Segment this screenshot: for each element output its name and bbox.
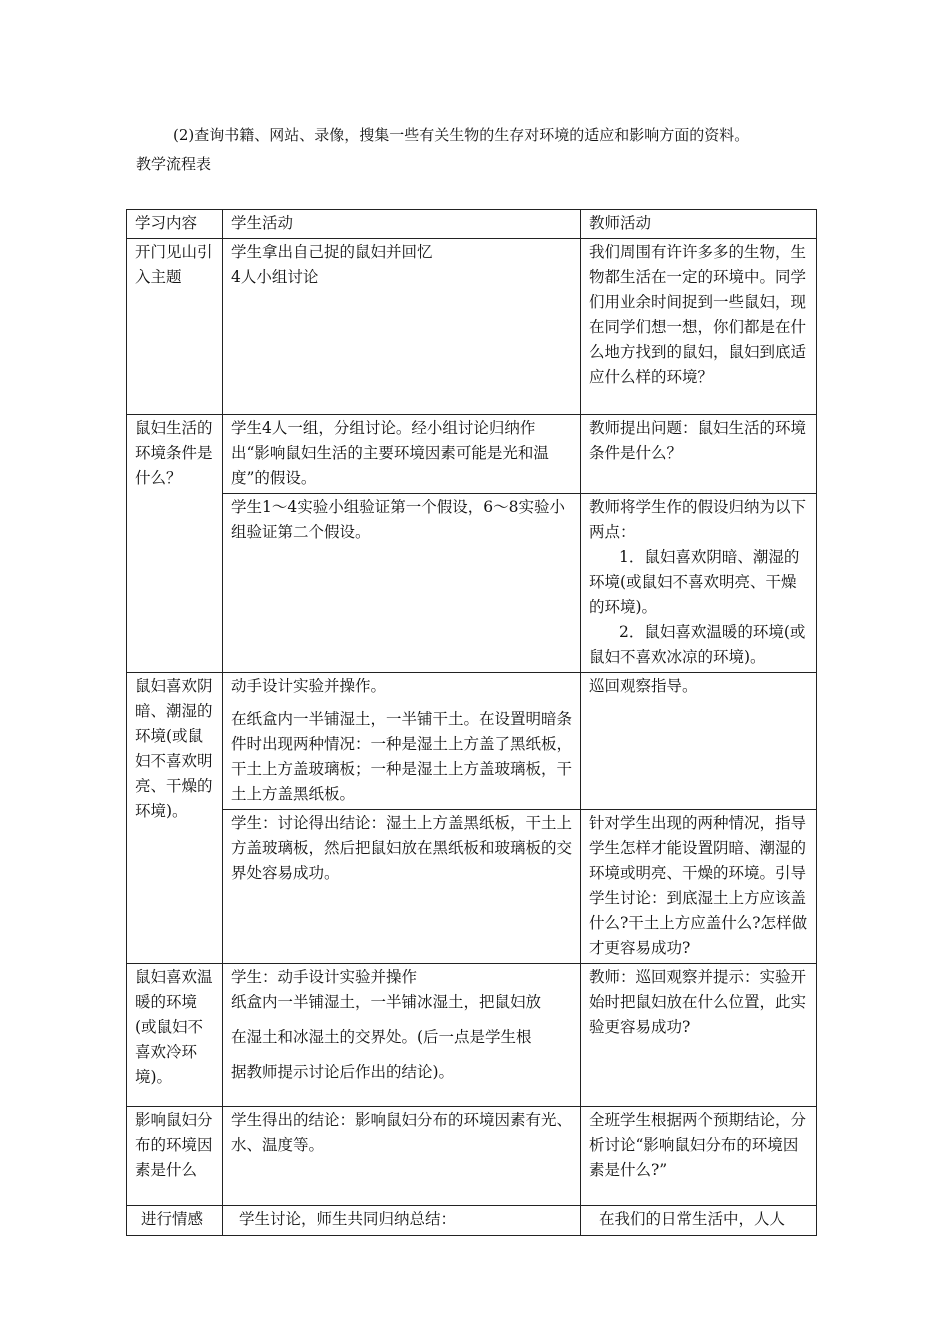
cell-student bbox=[223, 239, 581, 415]
cell-teacher: 巡回观察指导。 bbox=[581, 673, 817, 810]
cell-text: 动手设计实验并操作。 bbox=[231, 677, 387, 695]
cell-student bbox=[223, 964, 581, 1107]
cell-student bbox=[223, 673, 581, 810]
table-row bbox=[127, 494, 817, 673]
cell-content: 影响鼠妇分布的环境因素是什么 bbox=[127, 1107, 223, 1206]
cell-text: 学生：动手设计实验并操作 bbox=[231, 968, 418, 986]
cell-content: 开门见山引入主题 bbox=[127, 239, 223, 415]
cell-text: 4人小组讨论 bbox=[231, 268, 319, 286]
header-student: 学生活动 bbox=[223, 210, 581, 239]
table-row bbox=[127, 964, 817, 1107]
cell-student: 学生1～4实验小组验证第一个假设，6～8实验小组验证第二个假设。 bbox=[223, 494, 581, 673]
cell-text: 2．鼠妇喜欢温暖的环境(或鼠妇不喜欢冰凉的环境)。 bbox=[589, 623, 806, 666]
cell-student: 学生：讨论得出结论：湿土上方盖黑纸板，干土上方盖玻璃板，然后把鼠妇放在黑纸板和玻璃板的交界处容易成功。 bbox=[223, 810, 581, 964]
cell-text: 教师将学生作的假设归纳为以下两点： bbox=[589, 498, 807, 541]
teaching-flow-table bbox=[126, 209, 817, 1236]
table-header-row bbox=[127, 210, 817, 239]
intro-paragraph: (2)查询书籍、网站、录像，搜集一些有关生物的生存对环境的适应和影响方面的资料。 bbox=[173, 126, 750, 144]
header-teacher: 教师活动 bbox=[581, 210, 817, 239]
table-row bbox=[127, 239, 817, 415]
table-row bbox=[127, 810, 817, 964]
cell-teacher: 全班学生根据两个预期结论，分析讨论“影响鼠妇分布的环境因素是什么?” bbox=[581, 1107, 817, 1206]
header-content: 学习内容 bbox=[127, 210, 223, 239]
cell-student: 学生讨论，师生共同归纳总结： bbox=[223, 1206, 581, 1236]
cell-student: 学生4人一组，分组讨论。经小组讨论归纳作出“影响鼠妇生活的主要环境因素可能是光和温度”的假设。 bbox=[223, 415, 581, 494]
cell-teacher: 教师提出问题：鼠妇生活的环境条件是什么？ bbox=[581, 415, 817, 494]
table-row bbox=[127, 1107, 817, 1206]
table-heading: 教学流程表 bbox=[136, 155, 212, 173]
table-row bbox=[127, 1206, 817, 1236]
table-row bbox=[127, 415, 817, 494]
cell-text: 在纸盒内一半铺湿土，一半铺干土。在设置明暗条件时出现两种情况：一种是湿土上方盖了黑纸板，干土上方盖玻璃板；一种是湿土上方盖玻璃板，干土上方盖黑纸板。 bbox=[231, 710, 573, 803]
cell-text: 纸盒内一半铺湿土，一半铺冰湿土，把鼠妇放 bbox=[231, 993, 542, 1011]
cell-content: 进行情感 bbox=[127, 1206, 223, 1236]
cell-teacher: 教师：巡回观察并提示：实验开始时把鼠妇放在什么位置，此实验更容易成功? bbox=[581, 964, 817, 1107]
cell-content: 鼠妇喜欢温暖的环境(或鼠妇不喜欢冷环境)。 bbox=[127, 964, 223, 1107]
intro-section bbox=[136, 122, 806, 178]
cell-teacher: 我们周围有许许多多的生物，生物都生活在一定的环境中。同学们用业余时间捉到一些鼠妇，现在同学们想一想，你们都是在什么地方找到的鼠妇，鼠妇到底适应什么样的环境？ bbox=[581, 239, 817, 415]
table-row bbox=[127, 673, 817, 810]
cell-teacher: 针对学生出现的两种情况，指导学生怎样才能设置阴暗、潮湿的环境或明亮、干燥的环境。引导学生讨论：到底湿土上方应该盖什么?干土上方应盖什么?怎样做才更容易成功? bbox=[581, 810, 817, 964]
cell-text: 据教师提示讨论后作出的结论)。 bbox=[231, 1063, 455, 1081]
cell-student: 学生得出的结论：影响鼠妇分布的环境因素有光、水、温度等。 bbox=[223, 1107, 581, 1206]
cell-text: 在湿土和冰湿土的交界处。(后一点是学生根 bbox=[231, 1028, 532, 1046]
cell-teacher: 在我们的日常生活中，人人 bbox=[581, 1206, 817, 1236]
cell-text: 1．鼠妇喜欢阴暗、潮湿的环境(或鼠妇不喜欢明亮、干燥的环境)。 bbox=[589, 548, 800, 616]
cell-text: 学生拿出自己捉的鼠妇并回忆 bbox=[231, 243, 433, 261]
cell-content: 鼠妇生活的环境条件是什么？ bbox=[127, 415, 223, 673]
cell-content: 鼠妇喜欢阴暗、潮湿的环境(或鼠妇不喜欢明亮、干燥的环境)。 bbox=[127, 673, 223, 964]
cell-teacher bbox=[581, 494, 817, 673]
